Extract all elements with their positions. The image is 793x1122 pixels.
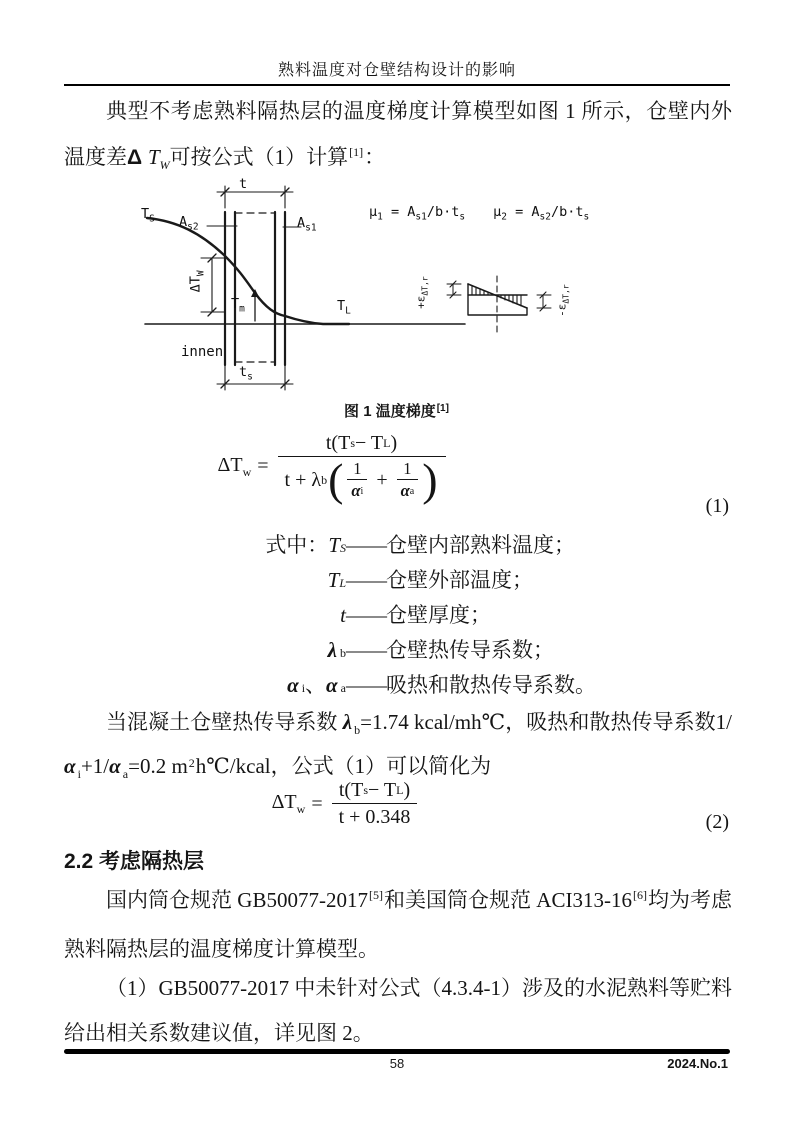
intro-text: 典型不考虑熟料隔热层的温度梯度计算模型如图 1 所示，仓壁内外温度差 <box>64 99 732 169</box>
eq1-alpha-a: α <box>400 481 410 500</box>
eq1-numerator <box>319 432 404 456</box>
label-innen-text: innen <box>181 344 224 360</box>
var-TL-sub: L <box>339 576 346 590</box>
dim-label-ts-sub: s <box>247 371 253 383</box>
where-line-t <box>64 599 732 634</box>
var-t: t <box>340 603 346 627</box>
eq1-inner-frac-1 <box>347 459 367 501</box>
equation-1-number: (1) <box>705 495 729 517</box>
figure-1-caption <box>64 400 730 421</box>
p2-lambda: λ <box>342 710 353 734</box>
label-Tm-text: T <box>231 296 240 312</box>
label-eps-positive <box>414 266 429 320</box>
equation-2 <box>64 779 732 829</box>
equation-1 <box>64 432 732 505</box>
var-Tw-subscript: W <box>159 158 170 173</box>
dim-label-delta-Tw-text: ΔT <box>187 276 204 293</box>
label-As1-sub: s1 <box>305 222 317 234</box>
eq1-lhs <box>217 454 251 480</box>
p2-text-6: h℃/kcal，公式（1）可以简化为 <box>195 754 492 779</box>
eq1-inner1-den <box>347 479 367 501</box>
eq1-inner-frac-2 <box>397 459 419 501</box>
mu2-formula <box>493 204 590 223</box>
var-alpha-i-sub: i <box>301 681 306 695</box>
p2-text-4: +1/ <box>80 754 110 779</box>
dim-label-ts <box>239 364 253 383</box>
p2-m-squared: 2 <box>188 756 195 771</box>
footer <box>64 1056 730 1074</box>
p3-text-2: 和美国筒仓规范 ACI313-16 <box>383 888 632 912</box>
where-desc-t: 仓壁厚度； <box>386 603 491 627</box>
label-eps-negative-sub: ΔT,r <box>561 284 571 304</box>
eq1-alpha-i: α <box>351 481 361 500</box>
where-prefix: 式中： <box>265 533 329 557</box>
eq2-lhs-sub: w <box>296 802 306 816</box>
mu1-As-sub: s1 <box>415 211 427 223</box>
eq1-num-TL-sub: L <box>383 436 391 450</box>
eq1-num-Ts-sub: s <box>350 436 355 450</box>
eq2-denominator <box>332 803 418 829</box>
eq1-lhs-text: ΔT <box>217 453 243 476</box>
where-desc-alpha: 吸热和散热传导系数。 <box>386 673 596 697</box>
where-desc-Ts: 仓壁内部熟料温度； <box>386 533 575 557</box>
label-TL-text: T <box>337 298 346 314</box>
label-eps-positive-sub: ΔT,r <box>420 276 430 296</box>
p2-lambda-sub: b <box>354 723 361 738</box>
figure-1-caption-ref: [1] <box>436 403 449 414</box>
p2-text-2: =1.74 kcal/mh℃，吸热和散热传导系数 <box>360 710 716 734</box>
eq1-inner2-den <box>397 479 419 501</box>
label-eps-positive-text: +ε <box>414 295 428 309</box>
p3-text-3: 均为考虑熟料隔热层的温度梯度计算模型。 <box>64 888 732 961</box>
mu1-eq: = A <box>382 204 416 220</box>
where-clause-list <box>64 529 732 704</box>
running-header-title: 熟料温度对仓壁结构设计的影响 <box>277 62 516 79</box>
mu2-As-sub: s2 <box>539 211 551 223</box>
eq2-lhs-text: ΔT <box>271 791 297 813</box>
var-Ts-sub: S <box>340 541 346 555</box>
label-Ts-text: T <box>141 206 150 222</box>
var-alpha-i: α <box>287 673 299 697</box>
eq2-num-TL-sub: L <box>396 783 404 797</box>
where-line-Ts <box>64 529 732 564</box>
eq2-lhs <box>272 791 306 817</box>
label-eps-negative-text: -ε <box>555 303 569 317</box>
var-Tw: T <box>147 145 160 169</box>
where-var-t <box>64 603 346 628</box>
delta-symbol: Δ <box>127 146 148 169</box>
label-Tm <box>231 296 245 315</box>
mu1-ts-sub: s <box>459 211 466 223</box>
mu1-denom: /b·t <box>426 204 460 220</box>
footer-rule <box>64 1049 730 1054</box>
where-var-TL <box>64 568 346 593</box>
paragraph-gb50077 <box>64 966 732 1056</box>
mu2-ts-sub: s <box>583 211 590 223</box>
label-As2-text: A <box>179 214 188 230</box>
equation-2-number: (2) <box>705 811 729 833</box>
dim-label-delta-Tw-sub: W <box>195 270 207 277</box>
p2-alpha-i: α <box>64 754 76 779</box>
where-line-TL <box>64 564 732 599</box>
where-dash: —— <box>346 673 386 697</box>
where-separator: 、 <box>305 673 327 697</box>
where-dash: —— <box>346 568 386 592</box>
citation-ref-1: [1] <box>349 145 364 159</box>
p4-text: （1）GB50077-2017 中未针对公式（4.3.4-1）涉及的水泥熟料等贮料给出相关系数建议值，详见图 2。 <box>64 976 732 1045</box>
header-rule <box>64 84 730 86</box>
where-desc-lambda: 仓壁热传导系数； <box>386 638 554 662</box>
eq1-num-minus-TL: − T <box>354 432 384 454</box>
mu2-sub: 2 <box>501 211 507 223</box>
eq1-lhs-sub: w <box>242 464 252 479</box>
dim-label-t-text: t <box>239 176 248 192</box>
where-dash: —— <box>346 533 386 557</box>
figure-1 <box>135 172 695 404</box>
where-dash: —— <box>346 638 386 662</box>
label-eps-negative <box>555 274 570 328</box>
var-alpha-a: α <box>326 673 338 697</box>
var-Ts: T <box>328 533 340 557</box>
mu1-formula <box>369 204 466 223</box>
issue-number: 2024.No.1 <box>667 1056 728 1071</box>
eq1-num-close: ) <box>390 432 398 454</box>
p2-alpha-a: α <box>109 754 121 779</box>
eq1-num-t: t(T <box>325 432 351 454</box>
where-var-lambda <box>64 638 346 663</box>
label-As1-text: A <box>297 215 306 231</box>
eq1-den-t-lambda: t + λ <box>284 468 322 491</box>
eq1-alpha-i-sub: i <box>360 485 364 497</box>
label-Ts <box>141 206 155 225</box>
page-number: 58 <box>389 1056 405 1071</box>
label-As1 <box>297 215 317 234</box>
dim-label-t <box>239 176 247 192</box>
p2-text-5: =0.2 m <box>128 754 188 779</box>
label-Tm-sub: m <box>239 303 245 315</box>
p2-alpha-i-sub: i <box>77 767 81 782</box>
where-line-lambda <box>64 634 732 669</box>
p2-alpha-a-sub: a <box>122 767 129 782</box>
eq1-inner1-num: 1 <box>353 459 362 478</box>
citation-ref-5: [5] <box>368 888 383 902</box>
eq2-num-t: t(T <box>338 779 364 801</box>
var-lambda: λ <box>327 638 337 662</box>
mu2-symbol: μ <box>493 204 502 220</box>
eq2-fraction <box>332 779 418 829</box>
eq2-den-text: t + 0.348 <box>338 806 411 828</box>
p2-text-1: 当混凝土仓壁热传导系数 <box>106 710 343 734</box>
eq2-num-close: ) <box>403 779 411 801</box>
eq1-plus: + <box>376 468 388 491</box>
mu2-denom: /b·t <box>550 204 584 220</box>
eq2-equals: = <box>311 792 323 815</box>
section-heading-2-2: 2.2 考虑隔热层 <box>64 850 205 873</box>
where-desc-TL: 仓壁外部温度； <box>386 568 533 592</box>
intro-text-2: 可按公式（1）计算 <box>169 145 349 169</box>
var-alpha-a-sub: a <box>340 681 346 695</box>
where-dash: —— <box>346 603 386 627</box>
where-var-alpha <box>64 669 346 699</box>
citation-ref-6: [6] <box>632 888 647 902</box>
label-innen <box>181 344 223 360</box>
eq2-num-Ts-sub: s <box>363 783 368 797</box>
p2-text-3: 1/ <box>715 710 733 734</box>
dim-label-ts-text: t <box>239 364 248 380</box>
dim-label-delta-Tw <box>188 253 207 309</box>
eq1-den-lambda-sub: b <box>321 472 328 487</box>
eq1-denominator: t + λ b ( 1 α i + 1 α a ) <box>278 456 446 501</box>
label-As2 <box>179 214 199 233</box>
intro-colon: ： <box>364 145 386 169</box>
label-As2-sub: s2 <box>187 221 199 233</box>
mu1-sub: 1 <box>377 211 383 223</box>
eq2-num-minus-TL: − T <box>367 779 397 801</box>
figure-1-caption-text: 图 1 温度梯度 <box>344 403 436 420</box>
var-TL: T <box>327 568 340 592</box>
mu1-symbol: μ <box>369 204 378 220</box>
eq1-fraction <box>278 432 446 505</box>
label-TL <box>337 298 351 317</box>
paragraph-codes <box>64 877 732 972</box>
eq1-inner2-num: 1 <box>403 459 412 478</box>
eq1-alpha-a-sub: a <box>409 485 415 497</box>
mu2-eq: = A <box>506 204 540 220</box>
p3-text-1: 国内筒仓规范 GB50077-2017 <box>106 888 368 912</box>
eq2-numerator <box>332 779 417 803</box>
where-var-Ts <box>64 529 346 559</box>
where-line-alpha <box>64 669 732 704</box>
label-TL-sub: L <box>345 305 351 317</box>
mu-formula-line <box>369 204 589 223</box>
var-lambda-sub: b <box>340 646 346 660</box>
eq1-equals: = <box>257 455 269 477</box>
label-Ts-sub: S <box>149 213 155 225</box>
